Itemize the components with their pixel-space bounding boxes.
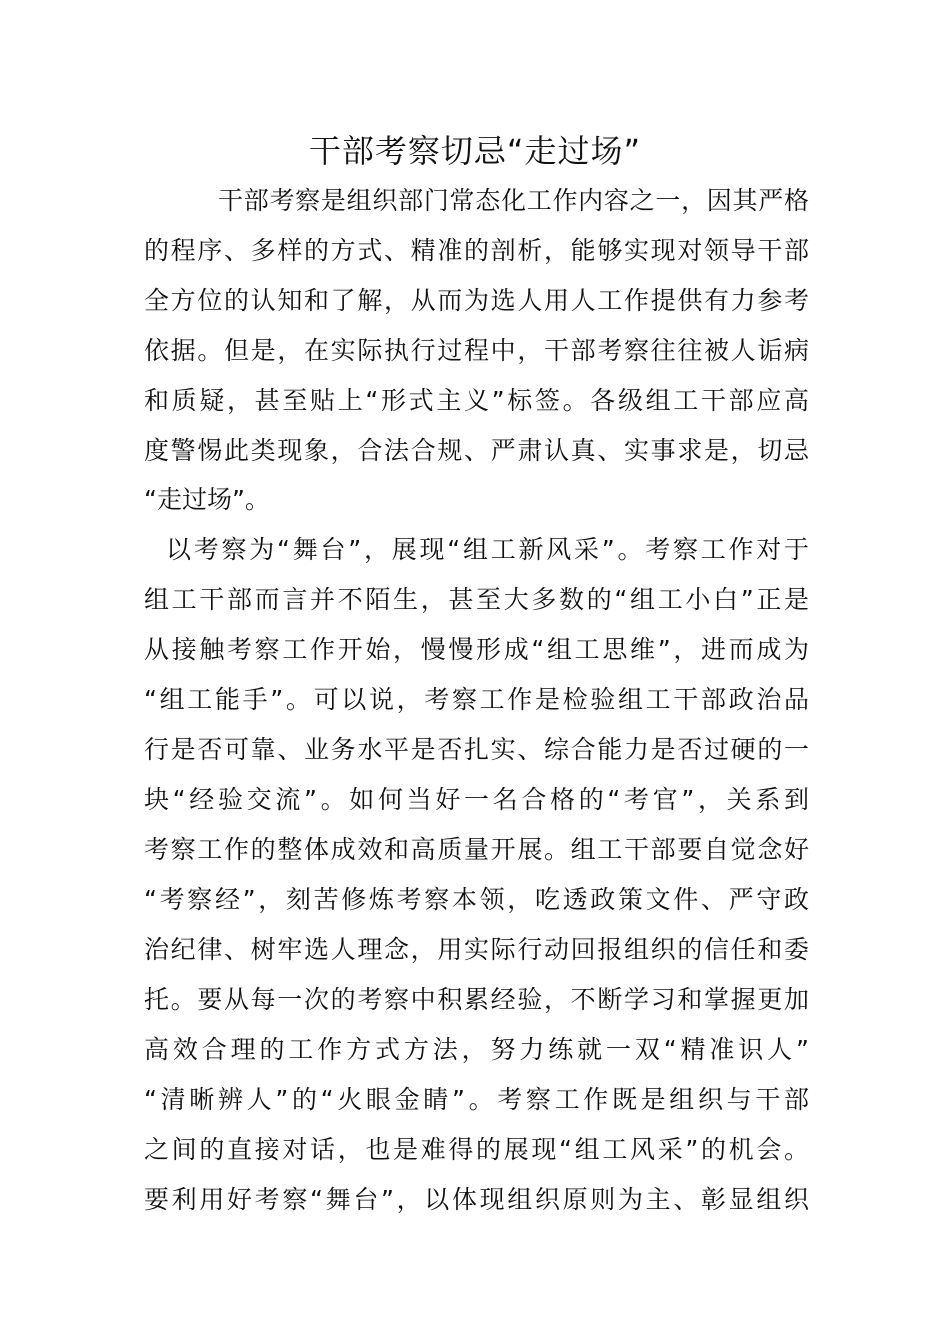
paragraph-line: 之间的直接对话，也是难得的展现“组工风采”的机会。 — [144, 1135, 809, 1164]
paragraph-line: 的程序、多样的方式、精准的剖析，能够实现对领导干部 — [144, 236, 809, 265]
paragraph-line: 块“经验交流”。如何当好一名合格的“考官”，关系到 — [144, 785, 809, 814]
paragraph-line: 度警惕此类现象，合法合规、严肃认真、实事求是，切忌 — [144, 436, 809, 465]
paragraph-line: 要利用好考察“舞台”，以体现组织原则为主、彰显组织 — [144, 1185, 809, 1214]
paragraph-line: “组工能手”。可以说，考察工作是检验组工干部政治品 — [144, 685, 809, 714]
document-title: 干部考察切忌“走过场” — [308, 132, 642, 170]
paragraph-line: “清晰辨人”的“火眼金睛”。考察工作既是组织与干部 — [144, 1085, 809, 1114]
paragraph-line: “考察经”，刻苦修炼考察本领，吃透政策文件、严守政 — [144, 885, 809, 914]
paragraph-line: 托。要从每一次的考察中积累经验，不断学习和掌握更加 — [144, 985, 809, 1014]
paragraph-line: “走过场”。 — [144, 485, 270, 514]
paragraph-line: 考察工作的整体成效和高质量开展。组工干部要自觉念好 — [144, 835, 809, 864]
paragraph-line: 治纪律、树牢选人理念，用实际行动回报组织的信任和委 — [144, 935, 809, 964]
paragraph-line: 干部考察是组织部门常态化工作内容之一，因其严格 — [218, 186, 809, 215]
paragraph-line: 依据。但是，在实际执行过程中，干部考察往往被人诟病 — [144, 336, 809, 365]
paragraph-line: 组工干部而言并不陌生，甚至大多数的“组工小白”正是 — [144, 585, 809, 614]
paragraph-line: 行是否可靠、业务水平是否扎实、综合能力是否过硬的一 — [144, 735, 809, 764]
paragraph-line: 高效合理的工作方式方法，努力练就一双“精准识人” — [144, 1035, 809, 1064]
paragraph-line: 全方位的认知和了解，从而为选人用人工作提供有力参考 — [144, 286, 809, 315]
paragraph-line: 从接触考察工作开始，慢慢形成“组工思维”，进而成为 — [144, 635, 809, 664]
paragraph-line: 和质疑，甚至贴上“形式主义”标签。各级组工干部应高 — [144, 386, 809, 415]
paragraph-line: 以考察为“舞台”，展现“组工新风采”。考察工作对于 — [166, 535, 809, 564]
